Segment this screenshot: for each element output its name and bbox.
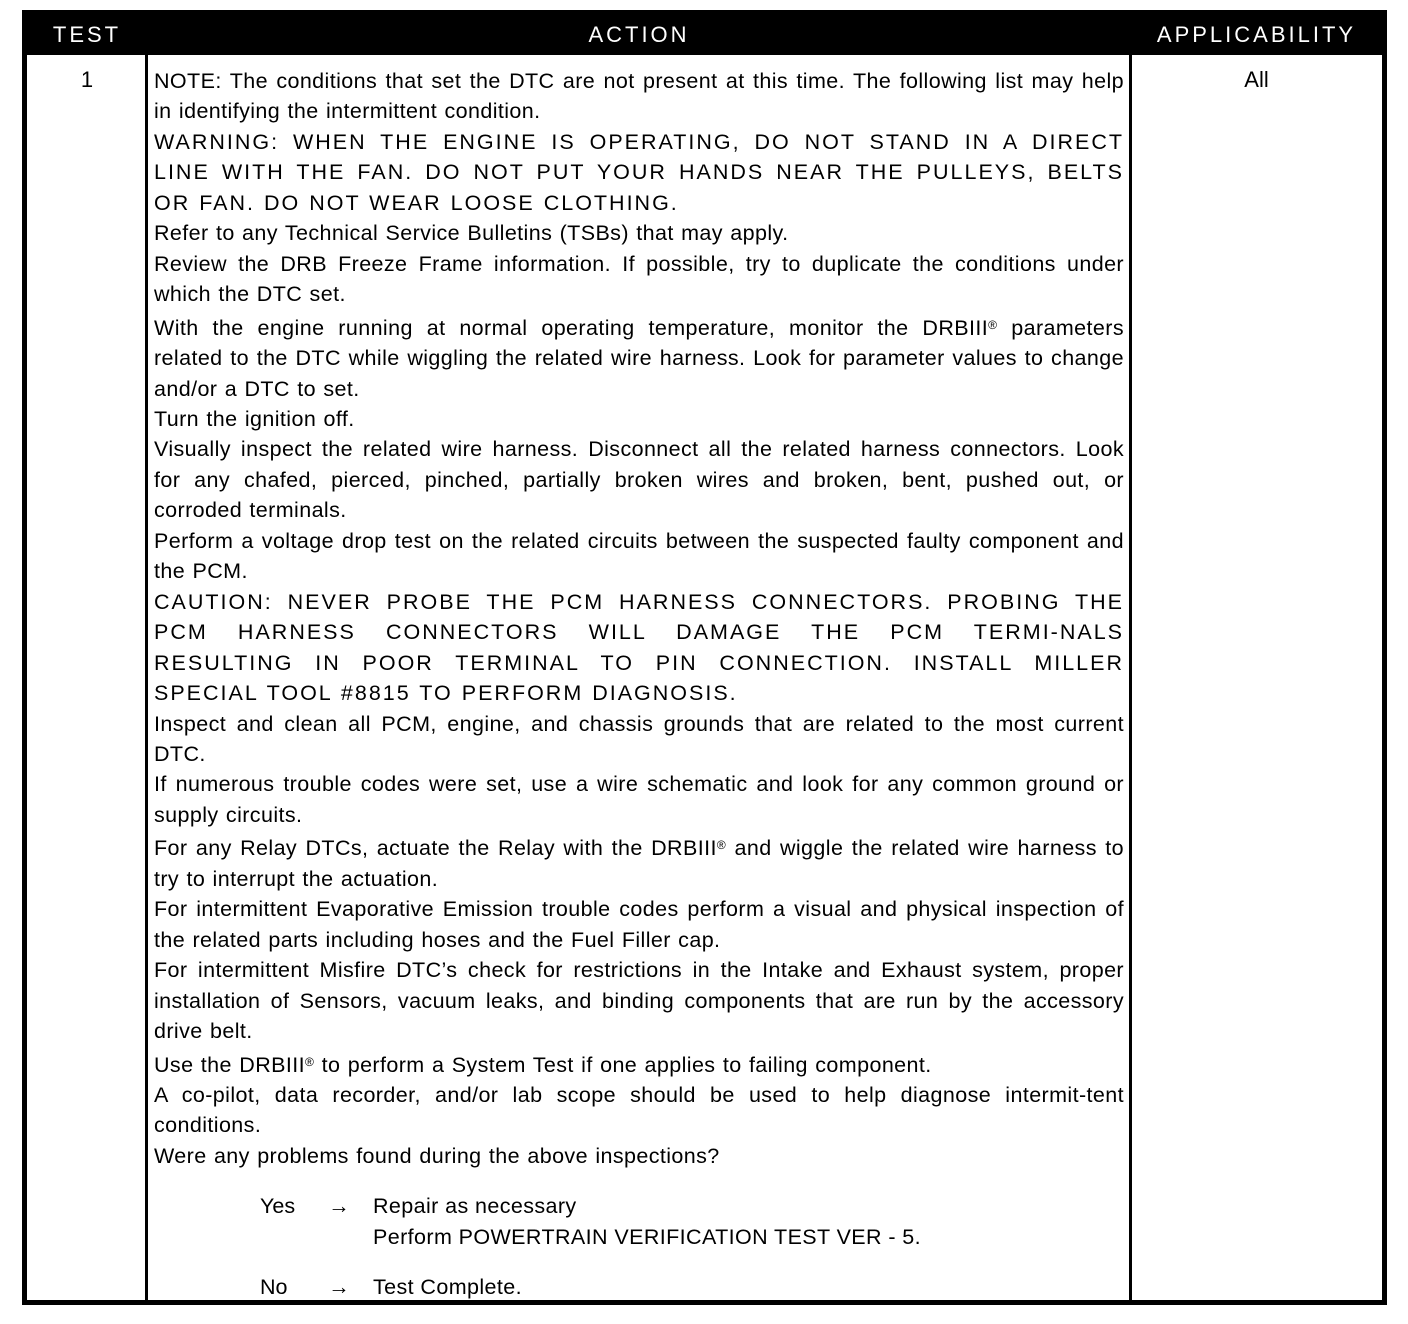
step-paragraph: Refer to any Technical Service Bulletins (TSBs) that may apply. [154,221,789,246]
question-paragraph: Were any problems found during the above inspections? [154,1143,720,1168]
header-test: TEST [52,22,122,47]
header-applicability: APPLICABILITY [1156,22,1357,47]
answer-options [154,1191,1124,1303]
step-paragraph: If numerous trouble codes were set, use a wire schematic and look for any common ground or supply circuits. [154,772,1124,827]
step-paragraph: A co-pilot, data recorder, and/or lab scope should be used to help diagnose intermit-tent conditions. [154,1082,1124,1138]
step-paragraph: With the engine running at normal operating temperature, monitor the DRBIII® parameters related to the DTC while wiggling the related wire harness. Look for parameter values to change and/or a DTC to set. [154,315,1124,401]
step-paragraph: Inspect and clean all PCM, engine, and chassis grounds that are related to the most current DTC. [154,711,1124,766]
column-divider [145,55,148,1300]
table-header [27,15,1382,55]
step-paragraph: Visually inspect the related wire harness. Disconnect all the related harness connectors. Look for any chafed, pierced, pinched, partially broken wires and broken, bent, pushed out, or corroded terminals. [154,437,1124,523]
caution-paragraph: CAUTION: NEVER PROBE THE PCM HARNESS CONNECTORS. PROBING THE PCM HARNESS CONNECTORS WILL DAMAGE THE PCM TERMI-NALS RESULTING IN POOR TERMINAL TO PIN CONNECTION. INSTALL MILLER SPECIAL TOOL #8815 TO PERFORM DIAGNOSIS. [154,589,1124,706]
note-paragraph: NOTE: The conditions that set the DTC are not present at this time. The following list may help in identifying the intermittent condition. [154,69,1124,124]
step-paragraph: Perform a voltage drop test on the related circuits between the suspected faulty component and the PCM. [154,528,1124,584]
answer-yes-action: Repair as necessary [373,1194,577,1219]
test-number: 1 [80,67,94,92]
registered-mark: ® [716,838,727,853]
step-paragraph: For intermittent Evaporative Emission trouble codes perform a visual and physical inspection of the related parts including hoses and the Fuel Filler cap. [154,897,1124,952]
answer-yes-action-2: Perform POWERTRAIN VERIFICATION TEST VER - 5. [373,1224,922,1249]
column-divider [1129,55,1132,1300]
arrow-icon: → [328,1194,350,1219]
registered-mark: ® [988,317,998,332]
diagnostic-table [22,10,1387,1305]
answer-yes [154,1191,1124,1252]
step-paragraph: Turn the ignition off. [154,406,355,431]
step-paragraph: For any Relay DTCs, actuate the Relay with the DRBIII® and wiggle the related wire harness to try to interrupt the actuation. [154,836,1124,891]
step-paragraph: Review the DRB Freeze Frame information. If possible, try to duplicate the conditions under which the DTC set. [154,251,1124,307]
answer-no-label: No [260,1275,288,1300]
warning-paragraph: WARNING: WHEN THE ENGINE IS OPERATING, DO NOT STAND IN A DIRECT LINE WITH THE FAN. DO NOT PUT YOUR HANDS NEAR THE PULLEYS, BELTS OR FAN. DO NOT WEAR LOOSE CLOTHING. [154,129,1124,215]
step-paragraph: For intermittent Misfire DTC’s check for restrictions in the Intake and Exhaust system, proper installation of Sensors, vacuum leaks, and binding components that are run by the accessory drive belt. [154,958,1124,1044]
action-cell [154,66,1124,1303]
answer-yes-label: Yes [260,1194,296,1219]
arrow-icon: → [328,1275,350,1300]
registered-mark: ® [304,1054,315,1069]
applicability-value: All [1244,67,1269,92]
step-paragraph: Use the DRBIII® to perform a System Test if one applies to failing component. [154,1052,932,1077]
answer-no-action: Test Complete. [373,1275,522,1300]
header-action: ACTION [588,22,690,47]
answer-no [154,1272,1124,1303]
